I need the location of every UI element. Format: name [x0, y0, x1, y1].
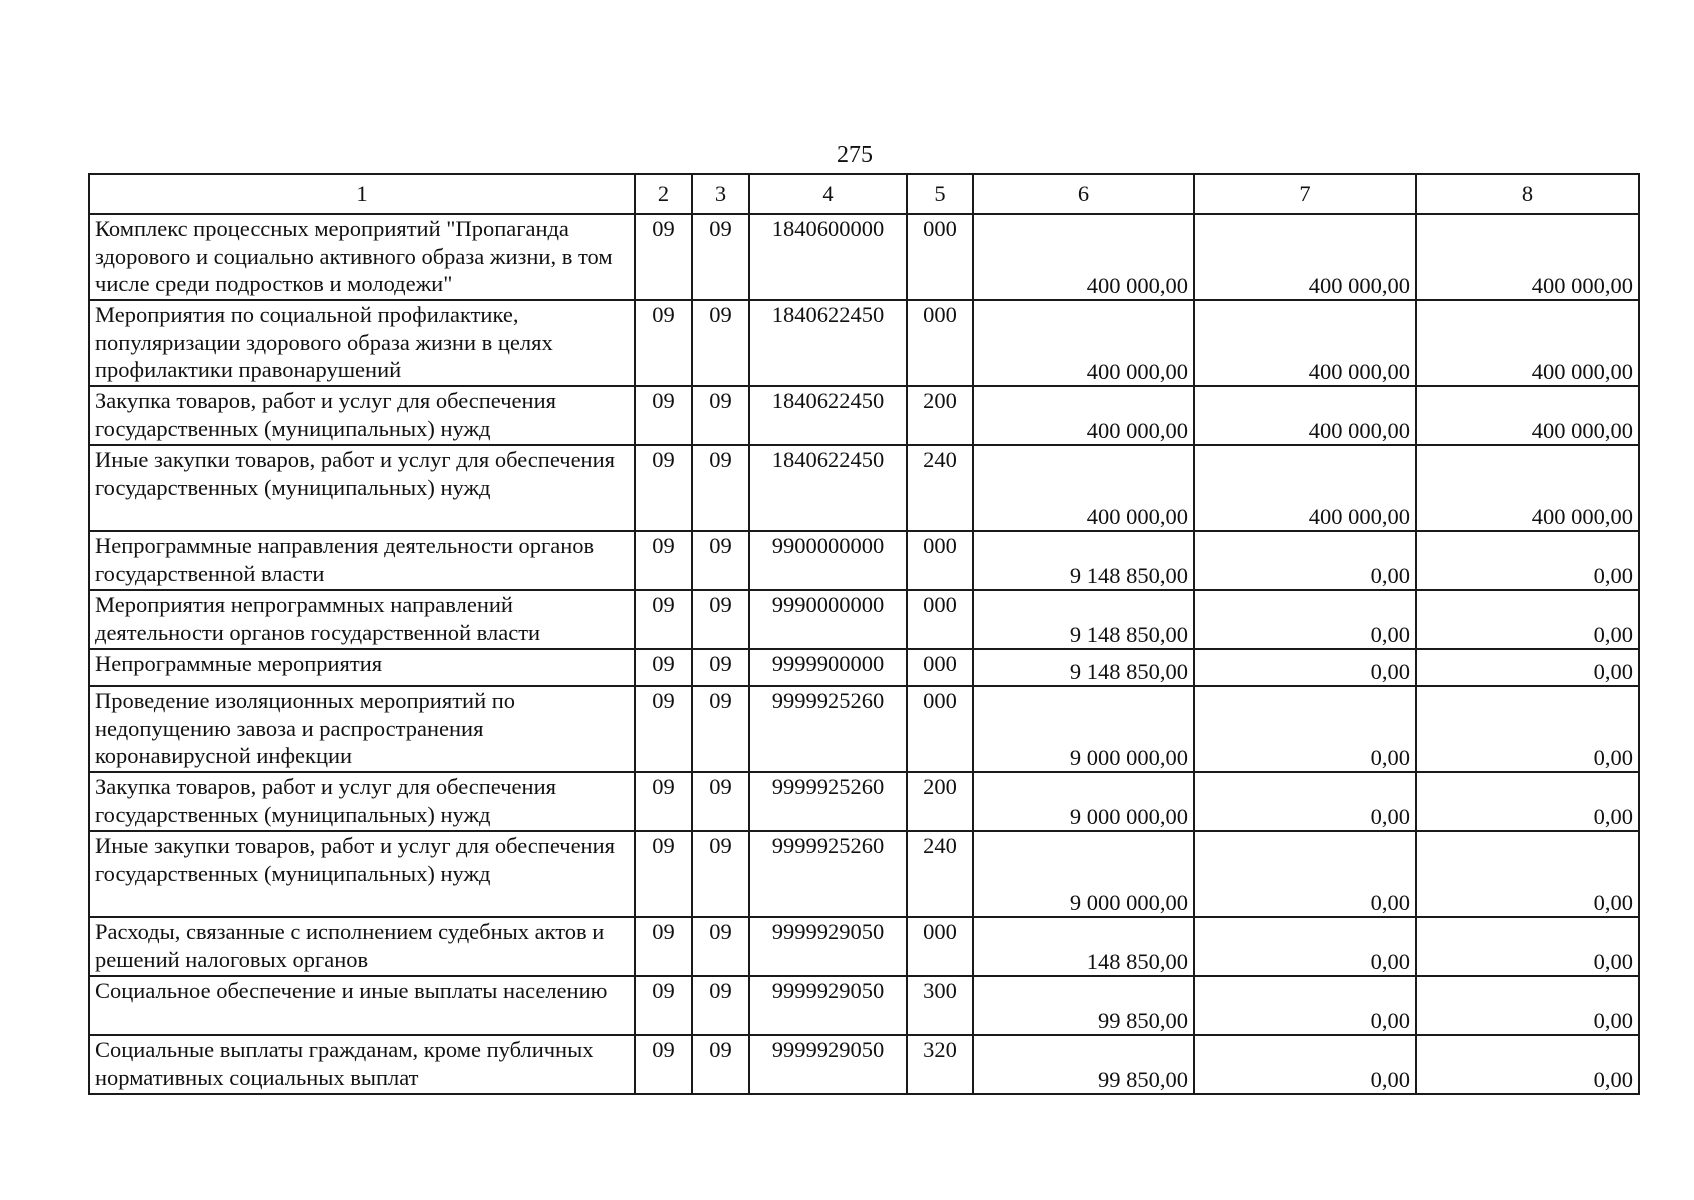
row-col8-amount: 0,00	[1416, 772, 1639, 831]
row-col5-code: 000	[907, 300, 973, 386]
row-col8-amount: 400 000,00	[1416, 300, 1639, 386]
row-col5-code: 000	[907, 590, 973, 649]
row-col8-amount: 0,00	[1416, 976, 1639, 1035]
table-row	[89, 386, 1639, 445]
row-col7-amount: 400 000,00	[1194, 300, 1416, 386]
row-col7-amount: 0,00	[1194, 917, 1416, 976]
row-col8-amount: 0,00	[1416, 831, 1639, 917]
row-col3-code: 09	[692, 1035, 749, 1094]
row-col4-code: 9999929050	[749, 1035, 907, 1094]
row-col4-code: 9999929050	[749, 976, 907, 1035]
table-row	[89, 445, 1639, 531]
row-col7-amount: 400 000,00	[1194, 386, 1416, 445]
row-col6-amount: 9 000 000,00	[973, 686, 1194, 772]
row-col2-code: 09	[635, 1035, 692, 1094]
row-col8-amount: 0,00	[1416, 1035, 1639, 1094]
column-header-2: 2	[635, 174, 692, 214]
row-col2-code: 09	[635, 772, 692, 831]
column-header-5: 5	[907, 174, 973, 214]
row-col2-code: 09	[635, 214, 692, 300]
row-col2-code: 09	[635, 976, 692, 1035]
row-col2-code: 09	[635, 300, 692, 386]
row-col7-amount: 400 000,00	[1194, 214, 1416, 300]
row-col2-code: 09	[635, 649, 692, 686]
row-name: Комплекс процессных мероприятий "Пропаганда здорового и социально активного образа жизни, в том числе среди подростков и молодежи"	[89, 214, 635, 300]
row-col6-amount: 148 850,00	[973, 917, 1194, 976]
row-col5-code: 200	[907, 386, 973, 445]
row-col7-amount: 0,00	[1194, 976, 1416, 1035]
row-col6-amount: 99 850,00	[973, 976, 1194, 1035]
budget-table	[88, 173, 1640, 1095]
row-col7-amount: 0,00	[1194, 831, 1416, 917]
row-col2-code: 09	[635, 531, 692, 590]
row-col4-code: 9900000000	[749, 531, 907, 590]
row-col3-code: 09	[692, 590, 749, 649]
row-name: Иные закупки товаров, работ и услуг для обеспечения государственных (муниципальных) нужд	[89, 831, 635, 917]
row-col2-code: 09	[635, 831, 692, 917]
column-header-3: 3	[692, 174, 749, 214]
row-name: Мероприятия непрограммных направлений деятельности органов государственной власти	[89, 590, 635, 649]
row-col4-code: 9999925260	[749, 831, 907, 917]
row-col6-amount: 400 000,00	[973, 445, 1194, 531]
row-col7-amount: 0,00	[1194, 1035, 1416, 1094]
row-col3-code: 09	[692, 649, 749, 686]
row-col2-code: 09	[635, 917, 692, 976]
row-col6-amount: 9 148 850,00	[973, 531, 1194, 590]
row-col8-amount: 0,00	[1416, 590, 1639, 649]
column-header-4: 4	[749, 174, 907, 214]
table-row	[89, 531, 1639, 590]
table-row	[89, 976, 1639, 1035]
row-col7-amount: 0,00	[1194, 772, 1416, 831]
row-col5-code: 300	[907, 976, 973, 1035]
row-col7-amount: 0,00	[1194, 531, 1416, 590]
row-col6-amount: 400 000,00	[973, 386, 1194, 445]
row-col5-code: 000	[907, 214, 973, 300]
row-col3-code: 09	[692, 917, 749, 976]
row-name: Расходы, связанные с исполнением судебных актов и решений налоговых органов	[89, 917, 635, 976]
table-body	[89, 174, 1639, 1094]
row-col8-amount: 400 000,00	[1416, 386, 1639, 445]
row-col6-amount: 99 850,00	[973, 1035, 1194, 1094]
row-col2-code: 09	[635, 386, 692, 445]
row-col2-code: 09	[635, 445, 692, 531]
row-col6-amount: 9 000 000,00	[973, 831, 1194, 917]
row-name: Социальное обеспечение и иные выплаты населению	[89, 976, 635, 1035]
row-col3-code: 09	[692, 214, 749, 300]
row-col8-amount: 400 000,00	[1416, 214, 1639, 300]
row-col6-amount: 9 000 000,00	[973, 772, 1194, 831]
row-col5-code: 240	[907, 831, 973, 917]
table-row	[89, 772, 1639, 831]
column-header-6: 6	[973, 174, 1194, 214]
row-col5-code: 000	[907, 649, 973, 686]
row-col4-code: 1840622450	[749, 386, 907, 445]
row-col4-code: 1840622450	[749, 300, 907, 386]
row-name: Непрограммные направления деятельности органов государственной власти	[89, 531, 635, 590]
row-col4-code: 9999900000	[749, 649, 907, 686]
row-col7-amount: 0,00	[1194, 649, 1416, 686]
row-name: Закупка товаров, работ и услуг для обеспечения государственных (муниципальных) нужд	[89, 386, 635, 445]
table-row	[89, 649, 1639, 686]
row-col4-code: 1840600000	[749, 214, 907, 300]
row-col5-code: 000	[907, 917, 973, 976]
row-col4-code: 9999929050	[749, 917, 907, 976]
row-col5-code: 000	[907, 686, 973, 772]
row-col3-code: 09	[692, 831, 749, 917]
row-col2-code: 09	[635, 590, 692, 649]
table-row	[89, 1035, 1639, 1094]
row-col2-code: 09	[635, 686, 692, 772]
row-col8-amount: 0,00	[1416, 649, 1639, 686]
row-col3-code: 09	[692, 300, 749, 386]
row-name: Иные закупки товаров, работ и услуг для обеспечения государственных (муниципальных) нужд	[89, 445, 635, 531]
row-col7-amount: 400 000,00	[1194, 445, 1416, 531]
table-row	[89, 686, 1639, 772]
row-col4-code: 9999925260	[749, 686, 907, 772]
row-col5-code: 000	[907, 531, 973, 590]
row-col7-amount: 0,00	[1194, 686, 1416, 772]
row-col6-amount: 9 148 850,00	[973, 590, 1194, 649]
row-col3-code: 09	[692, 445, 749, 531]
page-number: 275	[837, 142, 873, 168]
table-row	[89, 831, 1639, 917]
column-header-8: 8	[1416, 174, 1639, 214]
row-col3-code: 09	[692, 386, 749, 445]
column-header-1: 1	[89, 174, 635, 214]
row-col3-code: 09	[692, 686, 749, 772]
column-header-7: 7	[1194, 174, 1416, 214]
row-name: Непрограммные мероприятия	[89, 649, 635, 686]
table-row	[89, 917, 1639, 976]
row-col3-code: 09	[692, 531, 749, 590]
row-col4-code: 9999925260	[749, 772, 907, 831]
row-name: Мероприятия по социальной профилактике, популяризации здорового образа жизни в целях профилактики правонарушений	[89, 300, 635, 386]
row-name: Проведение изоляционных мероприятий по недопущению завоза и распространения коронавирусной инфекции	[89, 686, 635, 772]
table-row	[89, 590, 1639, 649]
row-col4-code: 9990000000	[749, 590, 907, 649]
row-col5-code: 320	[907, 1035, 973, 1094]
table-row	[89, 300, 1639, 386]
table-row	[89, 214, 1639, 300]
row-col6-amount: 9 148 850,00	[973, 649, 1194, 686]
row-col4-code: 1840622450	[749, 445, 907, 531]
row-col8-amount: 0,00	[1416, 917, 1639, 976]
row-col6-amount: 400 000,00	[973, 300, 1194, 386]
row-col3-code: 09	[692, 772, 749, 831]
row-col3-code: 09	[692, 976, 749, 1035]
row-col5-code: 240	[907, 445, 973, 531]
row-name: Социальные выплаты гражданам, кроме публичных нормативных социальных выплат	[89, 1035, 635, 1094]
row-name: Закупка товаров, работ и услуг для обеспечения государственных (муниципальных) нужд	[89, 772, 635, 831]
row-col8-amount: 400 000,00	[1416, 445, 1639, 531]
row-col8-amount: 0,00	[1416, 531, 1639, 590]
row-col5-code: 200	[907, 772, 973, 831]
row-col7-amount: 0,00	[1194, 590, 1416, 649]
header-row	[89, 174, 1639, 214]
row-col8-amount: 0,00	[1416, 686, 1639, 772]
row-col6-amount: 400 000,00	[973, 214, 1194, 300]
